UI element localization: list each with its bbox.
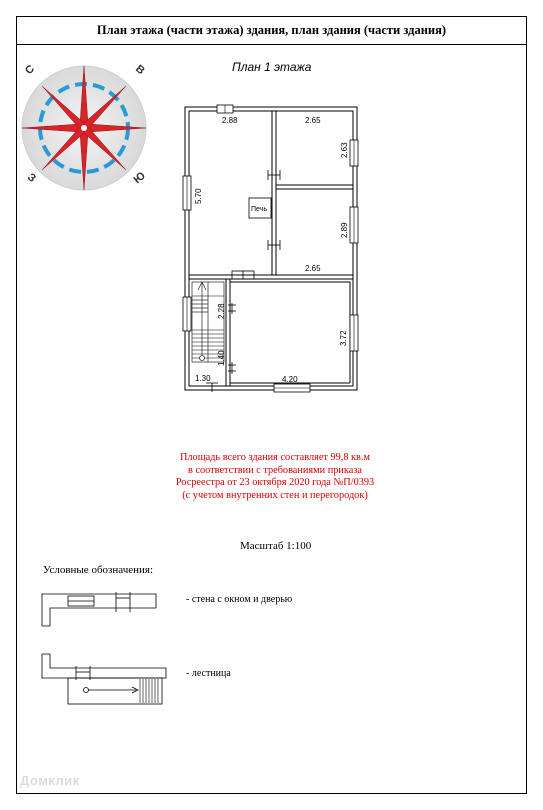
compass-west-label: З — [24, 171, 38, 185]
area-note-line: Росреестра от 23 октября 2020 года №П/0393 — [175, 477, 375, 488]
area-note-line: Площадь всего здания составляет 99,8 кв.м — [179, 452, 371, 463]
scale-label: Масштаб 1:100 — [240, 540, 312, 552]
floor-plan — [178, 100, 378, 400]
dim-label: 4.20 — [282, 375, 298, 384]
dim-label: 1.40 — [217, 350, 226, 366]
area-note-line: в соответствии с требованиями приказа — [188, 464, 362, 476]
dim-label: 2.63 — [340, 142, 349, 158]
document-title: План этажа (части этажа) здания, план здания (части здания) — [16, 16, 527, 45]
compass-south-label: Ю — [131, 169, 148, 187]
legend-stairs-symbol — [40, 652, 170, 708]
plan-caption: План 1 этажа — [232, 60, 312, 74]
dim-label: 2.89 — [340, 222, 349, 238]
dim-label: 2.65 — [305, 116, 321, 125]
dim-label: 2.65 — [305, 264, 321, 273]
area-note — [150, 452, 400, 502]
stove-label: Печь — [251, 206, 267, 213]
dim-label: 2.88 — [222, 116, 238, 125]
dim-label: 3.72 — [339, 330, 348, 346]
legend-wall-symbol — [40, 592, 160, 628]
compass-east-label: В — [133, 62, 147, 78]
legend-stairs-label: - лестница — [186, 668, 231, 679]
watermark: Домклик — [20, 773, 80, 788]
dim-label: 2.28 — [217, 303, 226, 319]
compass-north-label: С — [23, 62, 37, 78]
legend-title: Условные обозначения: — [43, 564, 154, 576]
dim-label: 1.30 — [195, 374, 211, 383]
dim-label: 5.70 — [194, 188, 203, 204]
legend-wall-label: - стена с окном и дверью — [186, 594, 293, 605]
area-note-line: (с учетом внутренних стен и перегородок) — [182, 489, 368, 501]
